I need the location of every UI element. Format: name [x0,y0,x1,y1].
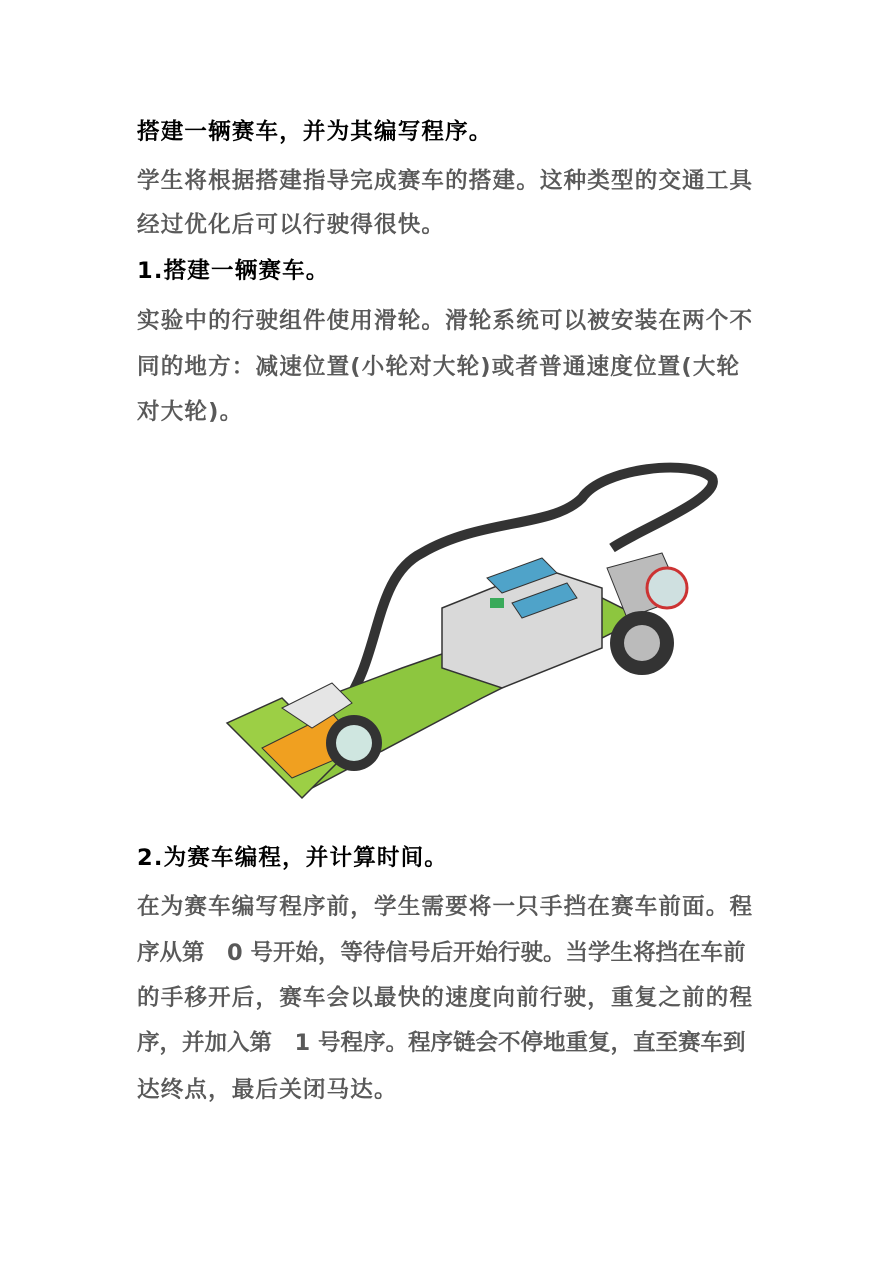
rear-wheel-hub [624,625,660,661]
section1-line-1: 实验中的行驶组件使用滑轮。滑轮系统可以被安装在两个不 [137,308,754,334]
section2-heading: 2.为赛车编程，并计算时间。 [137,845,449,871]
motor-pulley [647,568,687,608]
section2-line-1: 在为赛车编写程序前，学生需要将一只手挡在赛车前面。程 [137,894,754,920]
intro-line-1: 学生将根据搭建指导完成赛车的搭建。这种类型的交通工具 [137,168,754,194]
hub-green-button [490,598,504,608]
section1-line-2: 同的地方：减速位置(小轮对大轮)或者普通速度位置(大轮 [137,354,741,380]
section2-line-2: 序从第 0 号开始，等待信号后开始行驶。当学生将挡在车前 [137,940,746,966]
document-title: 搭建一辆赛车，并为其编写程序。 [137,119,493,145]
intro-line-2: 经过优化后可以行驶得很快。 [137,212,446,238]
section1-line-3: 对大轮)。 [137,399,244,425]
section2-line-5: 达终点，最后关闭马达。 [137,1077,398,1103]
section2-line-4: 序，并加入第 1 号程序。程序链会不停地重复，直至赛车到 [137,1030,746,1056]
front-wheel-hub [336,725,372,761]
race-car-illustration [222,458,722,808]
section1-heading: 1.搭建一辆赛车。 [137,258,330,284]
section2-line-3: 的手移开后，赛车会以最快的速度向前行驶，重复之前的程 [137,985,754,1011]
